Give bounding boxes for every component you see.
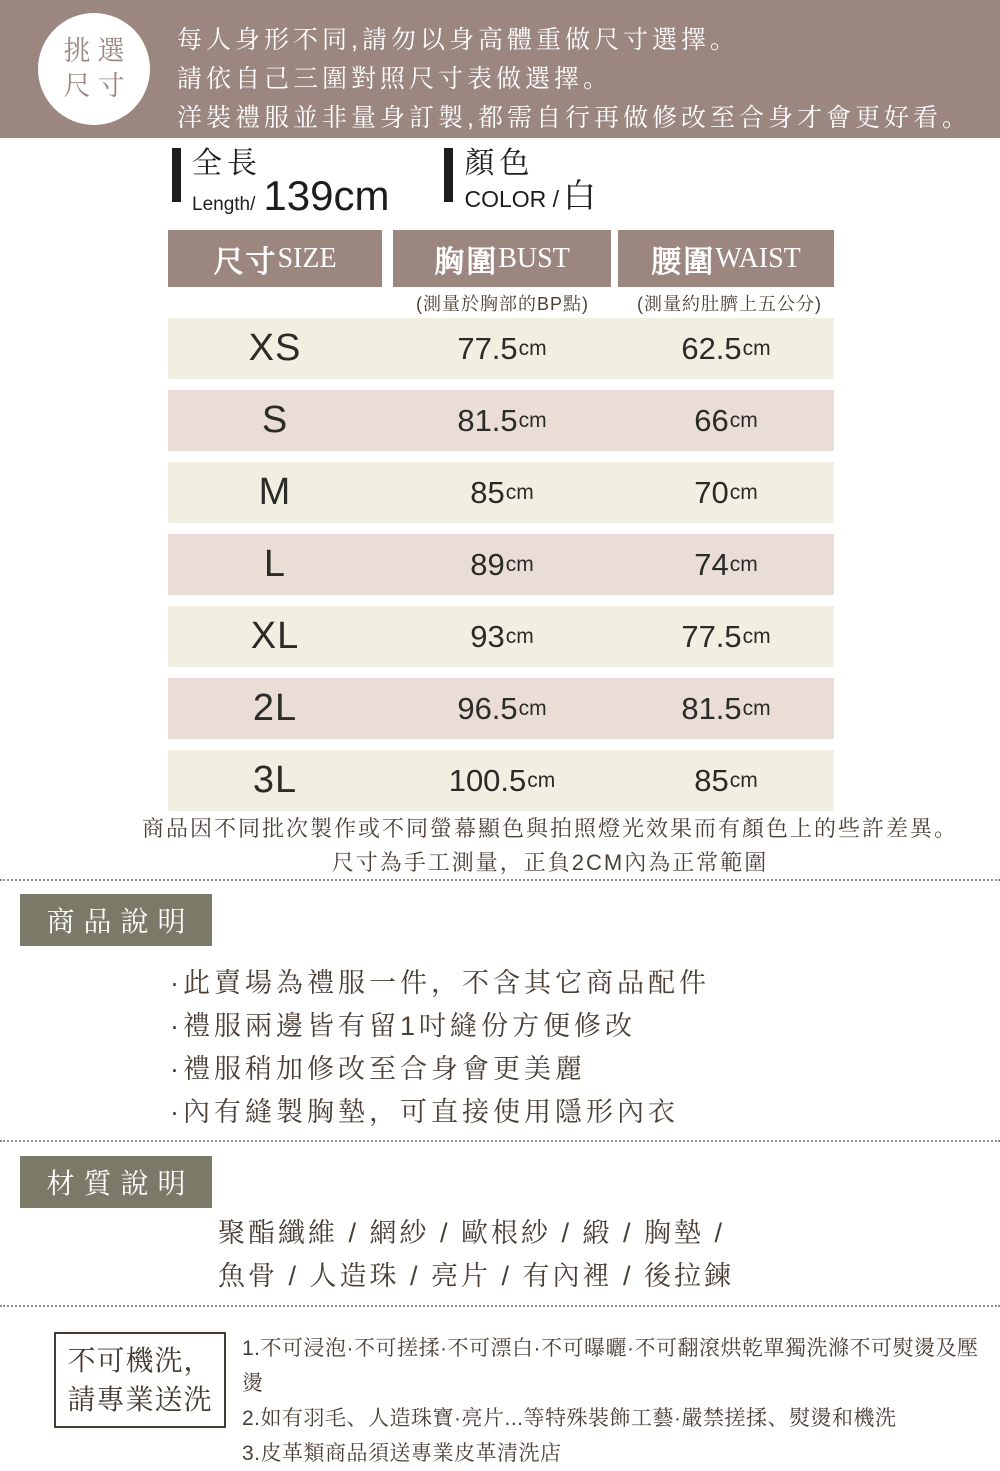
bust-cell [393, 678, 611, 739]
care-item: 3.皮革類商品須送專業皮革清洗店 [242, 1442, 562, 1465]
length-value-row [192, 172, 390, 219]
waist-value: 70 [694, 474, 729, 510]
table-row [168, 678, 834, 739]
material-title: 材質說明 [20, 1156, 212, 1208]
unit-label: cm [518, 336, 547, 360]
unit-label: cm [729, 552, 758, 576]
bullet-item: ·禮服兩邊皆有留1吋縫份方便修改 [170, 1011, 637, 1041]
table-row [168, 462, 834, 523]
unit-label: cm [518, 696, 547, 720]
waist-cell [618, 390, 834, 451]
table-row [168, 390, 834, 451]
unit-label: cm [518, 408, 547, 432]
header-bust-en: BUST [498, 242, 570, 274]
header-size-en: SIZE [277, 242, 337, 274]
dotted-divider [0, 1140, 1000, 1142]
header-waist-en: WAIST [715, 242, 801, 274]
waist-cell [618, 318, 834, 379]
product-description-title: 商品說明 [20, 894, 212, 946]
unit-label: cm [505, 624, 534, 648]
size-cell: 3L [252, 759, 298, 801]
header-waist-zh: 腰圍 [651, 245, 716, 279]
unit-label: cm [742, 696, 771, 720]
bust-cell [393, 318, 611, 379]
waist-measure-note: (測量約肚臍上五公分) [637, 294, 822, 314]
unit-label: cm [742, 624, 771, 648]
bust-value: 89 [470, 546, 505, 582]
waist-value: 66 [694, 402, 729, 438]
color-value: 白 [563, 177, 597, 214]
bullet-item: ·禮服稍加修改至合身會更美麗 [170, 1054, 586, 1084]
dotted-divider [0, 879, 1000, 881]
waist-value: 85 [694, 762, 729, 798]
circle-badge-line2: 尺寸 [63, 71, 132, 101]
waist-cell [618, 534, 834, 595]
bust-value: 96.5 [457, 690, 518, 726]
bust-measure-note: (測量於胸部的BP點) [416, 294, 589, 314]
measure-tolerance-note: 尺寸為手工測量，正負2CM內為正常範圍 [331, 850, 769, 875]
unit-label: cm [729, 480, 758, 504]
bust-value: 85 [470, 474, 505, 510]
length-spec-content [192, 147, 390, 219]
color-difference-note: 商品因不同批次製作或不同螢幕顯色與拍照燈光效果而有顏色上的些許差異。 [141, 816, 958, 841]
waist-cell [618, 606, 834, 667]
length-label-zh: 全長 [192, 147, 262, 180]
header-notice-line: 洋裝禮服並非量身訂製,都需自行再做修改至合身才會更好看。 [177, 104, 971, 132]
waist-value: 74 [694, 546, 729, 582]
no-machine-wash-box [54, 1332, 226, 1428]
bust-value: 77.5 [457, 330, 518, 366]
unit-label: cm [742, 336, 771, 360]
bust-value: 93 [470, 618, 505, 654]
header-notice-line: 每人身形不同,請勿以身高體重做尺寸選擇。 [177, 26, 739, 54]
care-instruction-list [242, 1331, 992, 1471]
table-header-waist [618, 230, 834, 287]
care-box-line1: 不可機洗， [67, 1345, 213, 1376]
bust-cell [393, 390, 611, 451]
table-row [168, 606, 834, 667]
care-item: 1.不可浸泡·不可搓揉·不可漂白·不可曝曬·不可翻滾烘乾單獨洗滌不可熨燙及壓燙 [242, 1337, 979, 1395]
size-cell: XS [248, 327, 302, 369]
bullet-item: ·內有縫製胸墊，可直接使用隱形內衣 [170, 1097, 679, 1127]
bust-cell [393, 462, 611, 523]
size-selection-header [0, 0, 1000, 138]
size-cell: 2L [252, 687, 298, 729]
waist-cell [618, 678, 834, 739]
table-row [168, 534, 834, 595]
size-cell: M [258, 471, 292, 513]
unit-label: cm [505, 480, 534, 504]
circle-badge-line1: 挑選 [63, 36, 132, 66]
color-value-row [464, 177, 596, 215]
length-spec [172, 147, 390, 219]
waist-cell [618, 750, 834, 811]
care-item: 2.如有羽毛、人造珠寶·亮片...等特殊裝飾工藝·嚴禁搓揉、熨燙和機洗 [242, 1407, 897, 1430]
waist-value: 81.5 [681, 690, 742, 726]
care-box-line2: 請專業送洗 [67, 1384, 213, 1415]
product-description-bullets [170, 962, 710, 1134]
dotted-divider [0, 1305, 1000, 1307]
bust-value: 100.5 [448, 762, 527, 798]
material-line: 聚酯纖維 / 網紗 / 歐根紗 / 緞 / 胸墊 / [218, 1218, 726, 1248]
table-header-bust [393, 230, 611, 287]
size-cell: L [263, 543, 287, 585]
bullet-item: ·此賣場為禮服一件，不含其它商品配件 [170, 968, 710, 998]
header-size-zh: 尺寸 [213, 245, 278, 279]
unit-label: cm [729, 408, 758, 432]
size-cell: S [261, 399, 289, 441]
color-label-en: COLOR / [464, 186, 560, 212]
header-bust-zh: 胸圍 [434, 245, 499, 279]
length-label-en: Length/ [192, 194, 256, 215]
length-value: 139cm [263, 172, 390, 219]
bust-value: 81.5 [457, 402, 518, 438]
bust-cell [393, 750, 611, 811]
unit-label: cm [527, 768, 556, 792]
bust-cell [393, 534, 611, 595]
bust-cell [393, 606, 611, 667]
spec-strip [172, 147, 597, 219]
table-row [168, 318, 834, 379]
table-header-size [168, 230, 382, 287]
waist-value: 77.5 [681, 618, 742, 654]
size-selection-circle-badge [38, 13, 150, 125]
unit-label: cm [729, 768, 758, 792]
vertical-bar-decoration [172, 148, 181, 202]
unit-label: cm [505, 552, 534, 576]
waist-cell [618, 462, 834, 523]
material-list [218, 1212, 734, 1298]
color-spec-content [464, 148, 596, 216]
vertical-bar-decoration [444, 148, 453, 202]
material-line: 魚骨 / 人造珠 / 亮片 / 有內裡 / 後拉鍊 [218, 1261, 735, 1291]
table-row [168, 750, 834, 811]
color-spec [444, 148, 596, 216]
header-notice-line: 請依自己三圍對照尺寸表做選擇。 [177, 65, 613, 93]
color-label-zh: 顏色 [464, 147, 535, 180]
waist-value: 62.5 [681, 330, 742, 366]
size-cell: XL [250, 615, 300, 657]
header-notice-text [177, 21, 971, 138]
